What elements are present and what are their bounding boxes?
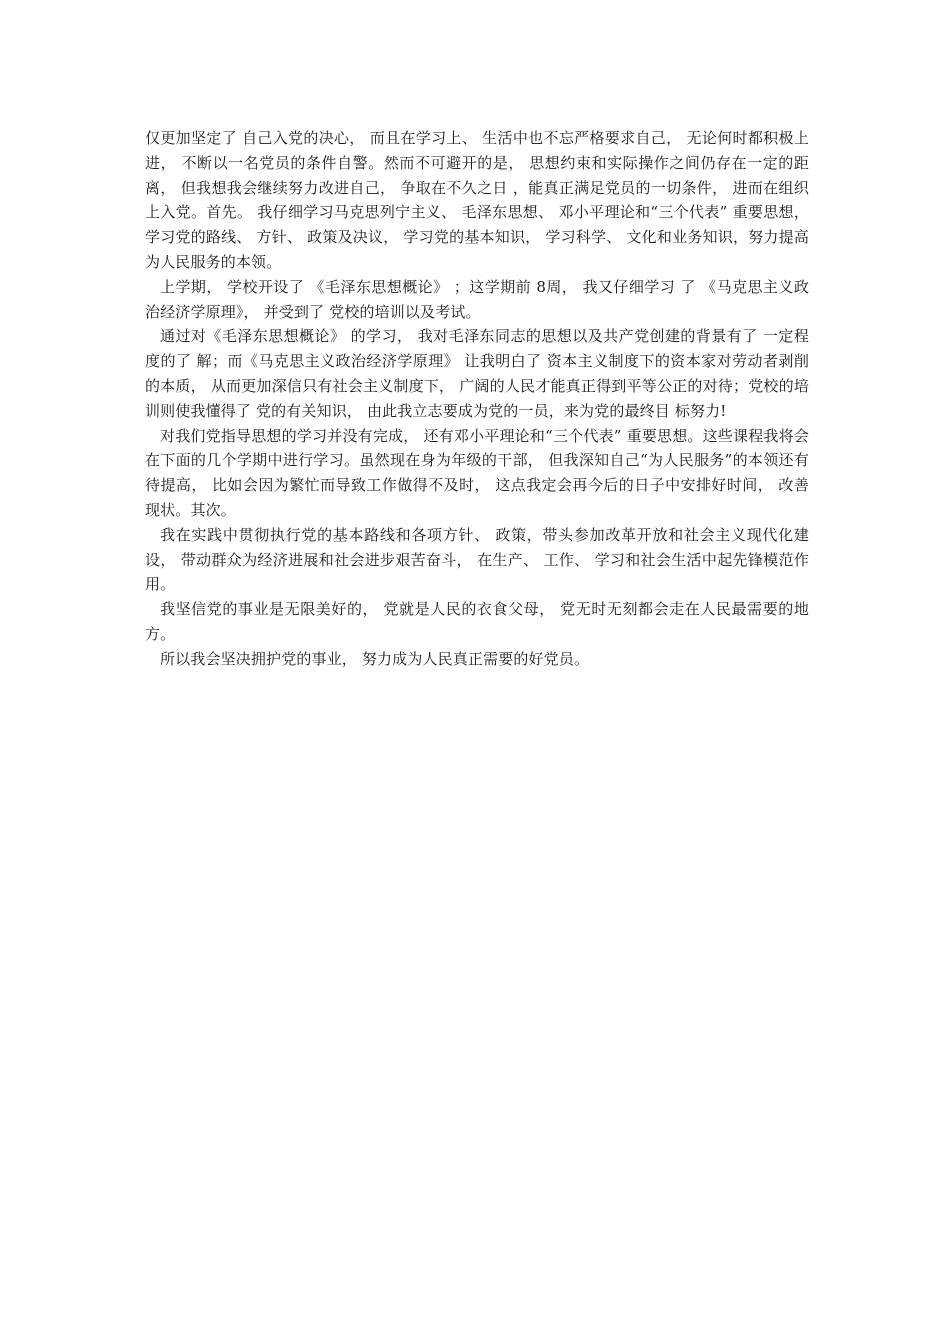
paragraph-6: 我坚信党的事业是无限美好的， 党就是人民的衣食父母， 党无时无刻都会走在人民最需要的地方。	[145, 600, 809, 643]
paragraph-4: 对我们党指导思想的学习并没有完成， 还有邓小平理论和“三个代表” 重要思想。这些课程我将会在下面的几个学期中进行学习。虽然现在身为年级的干部， 但我深知自己“为人民服务”的本领还有待提高， 比如会因为繁忙而导致工作做得不及时， 这点我定会再今后的日子中安排好时间， 改善现状。其次。	[145, 426, 809, 519]
paragraph-5: 我在实践中贯彻执行党的基本路线和各项方针、 政策，带头参加改革开放和社会主义现代化建设， 带动群众为经济进展和社会进步艰苦奋斗， 在生产、 工作、 学习和社会生活中起先锋模范作用。	[145, 525, 809, 594]
paragraph-1: 仅更加坚定了 自己入党的决心， 而且在学习上、 生活中也不忘严格要求自己， 无论何时都积极上进， 不断以一名党员的条件自警。然而不可避开的是， 思想约束和实际操作之间仍存在一定的距离， 但我想我会继续努力改进自己， 争取在不久之日 ，能真正满足党员的一切条件， 进而在组织上入党。首先。 我仔细学习马克思列宁主义、 毛泽东思想、 邓小平理论和“三个代表” 重要思想， 学习党的路线、 方针、 政策及决议， 学习党的基本知识， 学习科学、 文化和业务知识，努力提高为人民服务的本领。	[145, 129, 809, 271]
paragraph-2: 上学期， 学校开设了 《毛泽东思想概论》 ；这学期前 8周， 我又仔细学习 了 《马克思主义政治经济学原理》， 并受到了 党校的培训以及考试。	[145, 277, 809, 321]
document-body	[145, 126, 809, 672]
paragraph-3: 通过对《毛泽东思想概论》 的学习， 我对毛泽东同志的思想以及共产党创建的背景有了 一定程度的了 解；而《马克思主义政治经济学原理》 让我明白了 资本主义制度下的资本家对劳动者剥削的本质， 从而更加深信只有社会主义制度下， 广阔的人民才能真正得到平等公正的对待；党校的培训则使我懂得了 党的有关知识， 由此我立志要成为党的一员，来为党的最终目 标努力!	[145, 327, 809, 420]
paragraph-7: 所以我会坚决拥护党的事业， 努力成为人民真正需要的好党员。	[160, 649, 590, 668]
